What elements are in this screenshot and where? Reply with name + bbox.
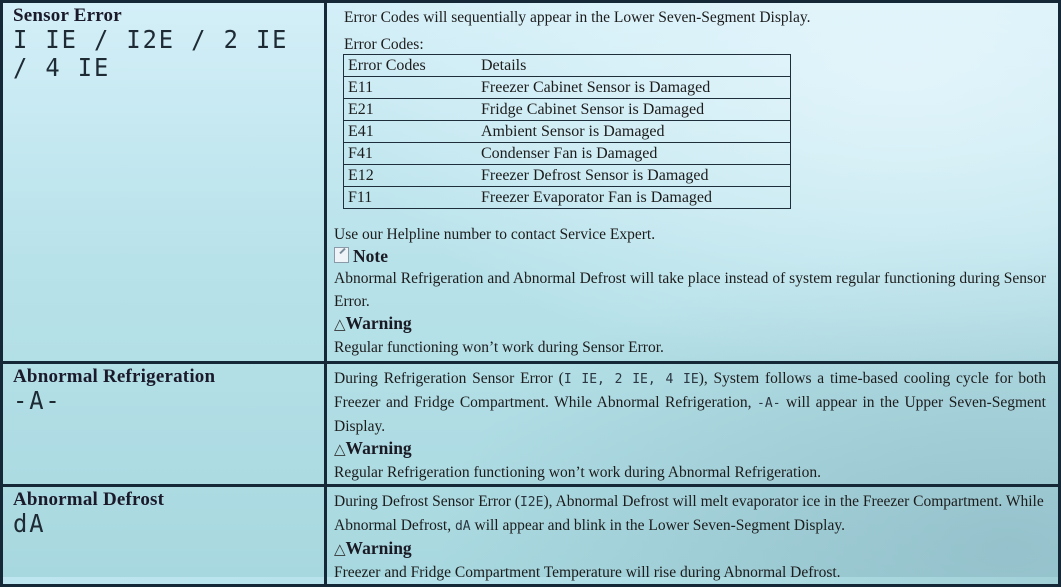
row-sensor-error xyxy=(2,2,1060,363)
error-code: F41 xyxy=(344,143,478,165)
table-row xyxy=(344,143,791,165)
text-fragment: During Defrost Sensor Error ( xyxy=(334,493,520,510)
text-fragment: will appear and blink in the Lower Seven-Segment Display. xyxy=(470,517,845,534)
warning-label: Warning xyxy=(345,313,412,333)
text-fragment: ), Abnormal Defrost will melt evaporator ice in the Freezer Compartment. While Abnormal Defrost, xyxy=(334,493,1044,534)
text-fragment: ), System follows a time-based cooling cycle for both Freezer and Fridge Compartment. While Abnormal Refrigeration, xyxy=(334,370,1046,411)
note-label: Note xyxy=(353,246,388,266)
description-text xyxy=(334,367,1046,438)
seven-segment-code: I IE / I2E / 2 IE / 4 IE xyxy=(13,25,289,82)
warning-label: Warning xyxy=(345,438,412,458)
warning-text: Regular Refrigeration functioning won’t work during Abnormal Refrigeration. xyxy=(334,464,821,481)
description-cell xyxy=(326,486,1060,586)
seven-segment-code: dA xyxy=(13,509,46,538)
helpline-text: Use our Helpline number to contact Service Expert. xyxy=(334,226,656,243)
note-icon xyxy=(334,247,349,263)
error-code: E21 xyxy=(344,99,478,121)
description-cell xyxy=(326,2,1060,363)
error-detail: Freezer Cabinet Sensor is Damaged xyxy=(477,77,791,99)
codes-header-row xyxy=(344,55,791,77)
error-code: E12 xyxy=(344,165,478,187)
warning-label: Warning xyxy=(345,538,412,558)
inline-segment-code: I IE, 2 IE, 4 IE xyxy=(563,372,699,387)
inline-segment-code: -A- xyxy=(757,396,781,411)
error-code: E11 xyxy=(344,77,478,99)
error-codes-table xyxy=(343,54,791,209)
intro-text: Error Codes will sequentially appear in the Lower Seven-Segment Display. xyxy=(344,9,811,26)
label-cell xyxy=(2,363,326,486)
table-row xyxy=(344,165,791,187)
note-heading xyxy=(334,246,1046,267)
warning-text: Regular functioning won’t work during Sensor Error. xyxy=(334,339,664,356)
error-code: F11 xyxy=(344,187,478,209)
warning-heading xyxy=(334,313,1046,336)
row-abnormal-refrigeration xyxy=(2,363,1060,486)
warning-icon: △ xyxy=(334,542,346,558)
section-title: Sensor Error xyxy=(13,5,122,26)
error-detail: Freezer Defrost Sensor is Damaged xyxy=(477,165,791,187)
text-fragment: will appear in the Upper Seven-Segment Display. xyxy=(334,394,1046,435)
section-title: Abnormal Refrigeration xyxy=(13,366,216,387)
warning-heading xyxy=(334,438,1046,461)
table-row xyxy=(344,121,791,143)
inline-segment-code: I2E xyxy=(519,495,544,510)
column-header: Error Codes xyxy=(344,55,478,77)
description-text xyxy=(334,490,1046,538)
warning-icon: △ xyxy=(334,317,346,333)
error-code: E41 xyxy=(344,121,478,143)
label-cell xyxy=(2,2,326,363)
description-cell xyxy=(326,363,1060,486)
inline-segment-code: dA xyxy=(454,519,471,534)
seven-segment-code: -A- xyxy=(13,386,62,415)
section-title: Abnormal Defrost xyxy=(13,489,165,510)
error-detail: Condenser Fan is Damaged xyxy=(477,143,791,165)
error-detail: Ambient Sensor is Damaged xyxy=(477,121,791,143)
table-row xyxy=(344,77,791,99)
warning-heading xyxy=(334,538,1046,561)
column-header: Details xyxy=(477,55,791,77)
warning-icon: △ xyxy=(334,442,346,458)
text-fragment: During Refrigeration Sensor Error ( xyxy=(334,370,564,387)
error-detail: Fridge Cabinet Sensor is Damaged xyxy=(477,99,791,121)
table-row xyxy=(344,99,791,121)
error-detail: Freezer Evaporator Fan is Damaged xyxy=(477,187,791,209)
row-abnormal-defrost xyxy=(2,486,1060,586)
table-row xyxy=(344,187,791,209)
codes-label: Error Codes: xyxy=(344,36,424,53)
warning-text: Freezer and Fridge Compartment Temperature will rise during Abnormal Defrost. xyxy=(334,564,841,581)
note-text: Abnormal Refrigeration and Abnormal Defrost will take place instead of system regular functioning during Sensor Error. xyxy=(334,270,1046,310)
label-cell xyxy=(2,486,326,586)
